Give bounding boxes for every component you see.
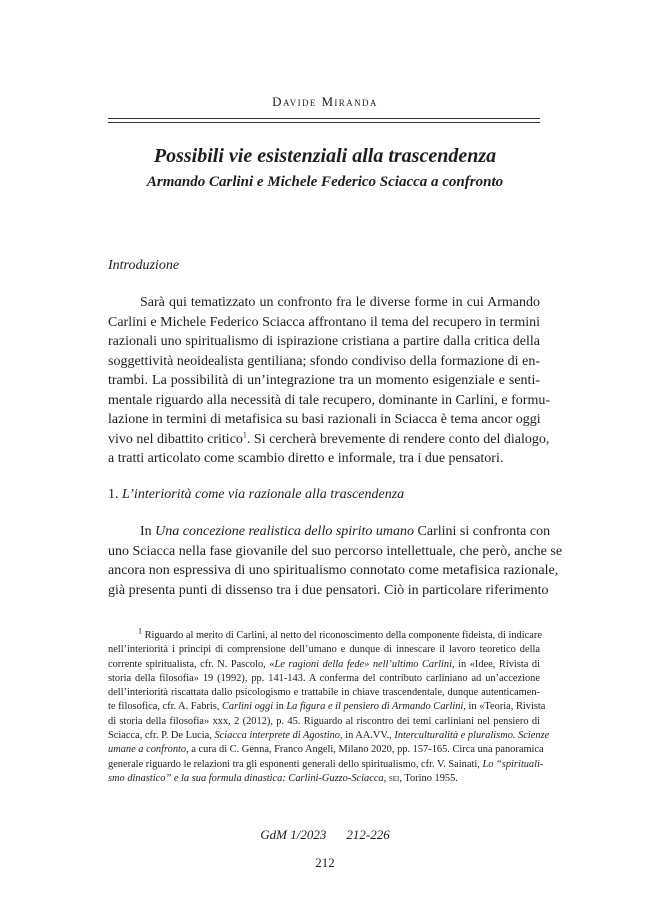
section-title: L’interiorità come via razionale alla trascendenza bbox=[122, 487, 405, 502]
header-rule-bottom bbox=[108, 122, 540, 123]
footnote-line: dell’interiorità riscattata dallo psicologismo e trattabile in chiave trascendentale, dunque autenticamen- bbox=[108, 687, 540, 699]
cited-title: smo dinastico” e la sua formula dinastica: Carlini-Guzzo-Sciacca bbox=[108, 772, 384, 784]
footnote-line: di storia della filosofia» xxx, 2 (2012), p. 45. Riguardo al riscontro dei temi carliniani nel pensiero di bbox=[108, 715, 540, 727]
cited-title: Interculturalità e pluralismo. Scienze bbox=[394, 730, 550, 742]
cited-title: La figura e il pensiero di Armando Carlini bbox=[286, 701, 464, 713]
paragraph-line: Sarà qui tematizzato un confronto fra le diverse forme in cui Armando bbox=[140, 295, 540, 310]
footnote-line bbox=[108, 743, 544, 757]
footnote-text: , in «Teoria, Rivista bbox=[463, 701, 546, 713]
footnote-line bbox=[108, 758, 544, 772]
cited-work: Una concezione realistica dello spirito umano bbox=[155, 524, 415, 539]
footnote-text: Riguardo al merito di Carlini, al netto del riconoscimento della componente fideista, di indicare bbox=[144, 630, 542, 641]
footnote-line bbox=[108, 772, 540, 786]
footnote-line bbox=[108, 729, 550, 743]
section-number: 1. bbox=[108, 487, 119, 502]
article-title: Possibili vie esistenziali alla trascendenza bbox=[153, 145, 497, 167]
footnote-text: , in «Idee, Rivista di bbox=[452, 658, 540, 670]
footnote-text: , Torino 1955. bbox=[399, 772, 458, 784]
paragraph-line: già presenta punti di dissenso tra i due pensatori. Ciò in particolare riferimento bbox=[108, 582, 549, 598]
paragraph-line bbox=[108, 522, 551, 542]
footnote-text: te filosofica, cfr. A. Fabris, bbox=[108, 701, 222, 713]
footnote-text: Sciacca, cfr. P. De Lucia, bbox=[108, 730, 215, 742]
paragraph-line: Carlini e Michele Federico Sciacca affrontano il tema del recupero in termini bbox=[108, 314, 540, 330]
running-header-author: Davide Miranda bbox=[272, 94, 378, 109]
cited-title: Carlini oggi bbox=[221, 701, 274, 713]
section-1-heading bbox=[108, 487, 404, 503]
footnote-line bbox=[108, 700, 546, 714]
footnote-text: in bbox=[273, 701, 287, 713]
page-number: 212 bbox=[315, 855, 335, 870]
cited-title: umane a confronto bbox=[108, 744, 187, 756]
cited-title: Lo “spirituali- bbox=[482, 758, 544, 770]
paragraph-line: a tratti articolato come scambio diretto e informale, tra i due pensatori. bbox=[108, 451, 504, 466]
journal-issue: GdM 1/2023 bbox=[260, 827, 327, 842]
paragraph-line: ancora non espressiva di uno spiritualismo connotato come metafisica razionale, bbox=[108, 563, 559, 578]
journal-citation bbox=[0, 827, 650, 843]
paragraph-line: lazione in termini di metafisica su basi razionali in Sciacca è tema ancor oggi bbox=[108, 412, 541, 427]
footnote-line: storia della filosofia» 19 (1992), pp. 141-143. A conferma del contributo carliniano ad un’accezione bbox=[108, 672, 540, 684]
paragraph-line: trambi. La possibilità di un’integrazione tra un momento esigenziale e senti- bbox=[108, 373, 540, 388]
footnote-1 bbox=[108, 626, 550, 786]
article-subtitle: Armando Carlini e Michele Federico Sciacca a confronto bbox=[146, 174, 504, 190]
publisher-name: sei bbox=[388, 772, 400, 784]
footnote-line bbox=[108, 658, 540, 672]
paragraph-line: razionali uno spiritualismo di ispirazione cristiana a partire dalla critica della bbox=[108, 334, 540, 349]
line-text: Carlini si confronta con bbox=[414, 524, 551, 539]
journal-page-range: 212-226 bbox=[346, 827, 390, 842]
footnote-text: generale riguardo le relazioni tra gli esponenti generali dello spiritualismo, cfr. V. Sainati, bbox=[108, 758, 483, 770]
paragraph-line: soggettività neoidealista gentiliana; sfondo condiviso della formazione di en- bbox=[108, 353, 540, 369]
footnote-text: , in AA.VV., bbox=[340, 730, 395, 742]
footnote-text: , a cura di C. Genna, Franco Angeli, Milano 2020, pp. 157-165. Circa una panoramica bbox=[186, 744, 544, 756]
line-text: vivo nel dibattito critico bbox=[108, 431, 243, 447]
footnote-line: nell’interiorità i principi di comprensione dell’umano e dunque di innescare il lavoro teoretico della bbox=[108, 644, 540, 656]
cited-title: Le ragioni della fede» nell’ultimo Carlini bbox=[274, 658, 452, 670]
line-text: In bbox=[140, 524, 156, 539]
line-text: . Si cercherà brevemente di rendere conto del dialogo, bbox=[246, 431, 550, 447]
footnote-text: corrente spiritualista, cfr. N. Pascolo, « bbox=[108, 658, 275, 670]
paragraph-line: mentale riguardo alla necessità di tale recupero, dominante in Carlini, e formu- bbox=[108, 392, 550, 408]
footnote-marker: 1 bbox=[138, 626, 142, 636]
intro-paragraph bbox=[108, 293, 550, 469]
intro-heading: Introduzione bbox=[108, 258, 180, 273]
paragraph-line bbox=[108, 429, 550, 450]
section-1-paragraph bbox=[108, 522, 563, 600]
footnote-reference[interactable]: 1 bbox=[242, 429, 247, 439]
footnote-text: , bbox=[383, 772, 389, 784]
cited-title: Sciacca interprete di Agostino bbox=[214, 730, 340, 742]
header-rule-top bbox=[108, 118, 540, 119]
paragraph-line: uno Sciacca nella fase giovanile del suo percorso intellettuale, che però, anche se bbox=[108, 543, 563, 559]
footnote-line bbox=[108, 626, 542, 643]
